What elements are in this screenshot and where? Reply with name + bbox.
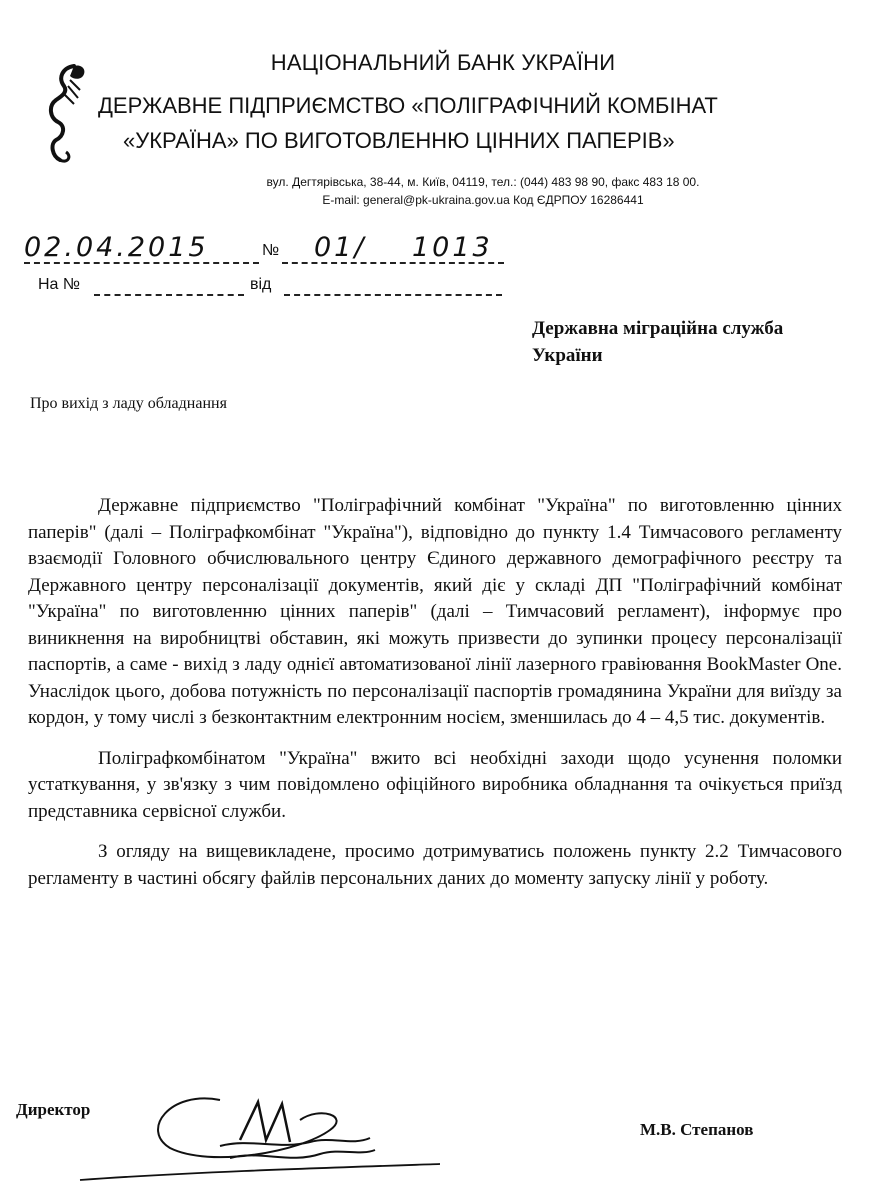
body-paragraph-1: Державне підприємство "Поліграфічний комбінат "Україна" по виготовленню цінних паперів" (далі – Поліграфкомбінат "Україна"), відповідно до пункту 1.4 Тимчасового регламенту взаємодії Головного обчислювального центру Єдиного державного демографічного реєстру та Державного центру персоналізації документів, який діє у складі ДП "Поліграфічний комбінат "Україна" по виготовленню цінних паперів" (далі – Тимчасовий регламент), інформує про виникнення на виробництві обставин, які можуть призвести до зупинки процесу персоналізації паспортів, а саме - вихід з ладу однієї автоматизованої лінії лазерного гравіювання BookMaster One. Унаслідок цього, добова потужність по персоналізації паспортів громадянина України для виїзду за кордон, у тому числі з безконтактним електронним носієм, зменшилась до 4 – 4,5 тис. документів.	[28, 495, 842, 728]
reply-reference-line	[38, 276, 508, 300]
letter-body	[28, 493, 842, 906]
signatory-role: Директор	[16, 1100, 91, 1119]
handwritten-signature-icon	[70, 1080, 450, 1190]
reply-number-label: На №	[38, 276, 81, 293]
signatory-name: М.В. Степанов	[640, 1120, 754, 1139]
seahorse-emblem-logo-icon	[40, 60, 90, 170]
registration-line	[24, 232, 504, 264]
addressee	[532, 315, 872, 369]
letterhead	[28, 48, 858, 218]
signature-block	[0, 1080, 888, 1190]
registration-number-part1: 01/	[314, 232, 367, 263]
registration-number-part2: 1013	[412, 232, 493, 263]
enterprise-email-code: E-mail: general@pk-ukraina.gov.ua Код ЄДРПОУ 16286441	[322, 193, 644, 207]
reply-from-label: від	[250, 276, 272, 293]
enterprise-address: вул. Дегтярівська, 38-44, м. Київ, 04119, тел.: (044) 483 98 90, факс 483 18 00.	[266, 175, 700, 189]
body-paragraph-2: Поліграфкомбінатом "Україна" вжито всі необхідні заходи щодо усунення поломки устаткування, у зв'язку з чим повідомлено офіційного виробника обладнання та очікується приїзд представника сервісної служби.	[28, 747, 842, 822]
enterprise-name-line1: ДЕРЖАВНЕ ПІДПРИЄМСТВО «ПОЛІГРАФІЧНИЙ КОМБІНАТ	[98, 93, 718, 118]
enterprise-name-line2: «УКРАЇНА» ПО ВИГОТОВЛЕННЮ ЦІННИХ ПАПЕРІВ»	[123, 128, 675, 153]
registration-date: 02.04.2015	[24, 232, 209, 263]
registration-number-label: №	[262, 242, 280, 259]
addressee-line1: Державна міграційна служба	[532, 318, 784, 339]
addressee-line2: України	[532, 345, 603, 366]
body-paragraph-3: З огляду на вищевикладене, просимо дотримуватись положень пункту 2.2 Тимчасового регламенту в частині обсягу файлів персональних даних до моменту запуску лінії у роботу.	[28, 841, 842, 889]
letter-subject: Про вихід з ладу обладнання	[30, 395, 227, 412]
bank-name: НАЦІОНАЛЬНИЙ БАНК УКРАЇНИ	[270, 50, 616, 75]
